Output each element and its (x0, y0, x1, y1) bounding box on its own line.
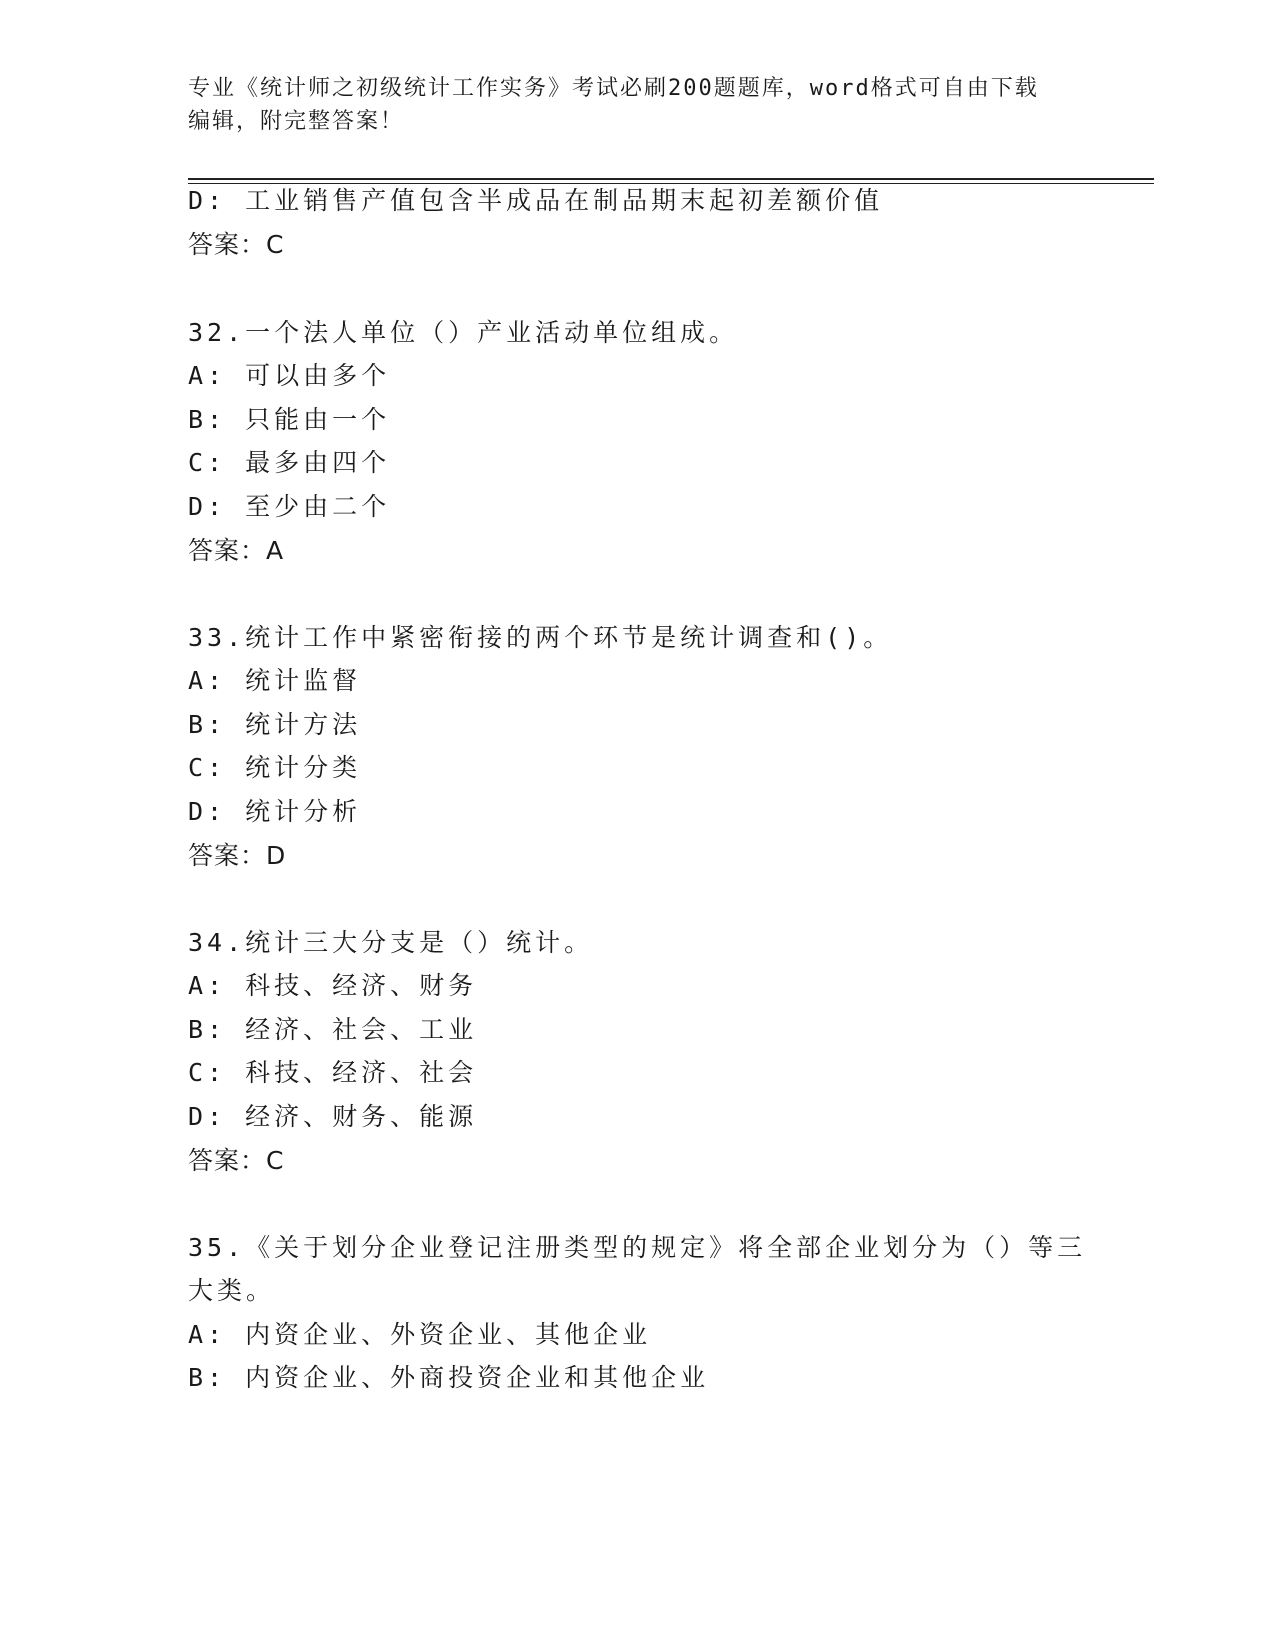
question-34-option-d: D: 经济、财务、能源 (188, 1102, 478, 1131)
question-33-answer: 答案：D (188, 841, 287, 870)
header-title-line-1: 专业《统计师之初级统计工作实务》考试必刷200题题库，word格式可自由下载 (188, 76, 1039, 101)
question-34-option-b: B: 经济、社会、工业 (188, 1015, 478, 1044)
question-33-option-b: B: 统计方法 (188, 710, 362, 739)
header-title-line-2: 编辑，附完整答案！ (188, 109, 405, 134)
question-32-option-a: A: 可以由多个 (188, 361, 391, 390)
question-32-option-d: D: 至少由二个 (188, 492, 391, 521)
question-34-answer: 答案：C (188, 1146, 285, 1175)
prev-question-option-d: D: 工业销售产值包含半成品在制品期末起初差额价值 (188, 186, 884, 215)
question-32-option-c: C: 最多由四个 (188, 448, 391, 477)
question-32-option-b: B: 只能由一个 (188, 405, 391, 434)
question-34-option-a: A: 科技、经济、财务 (188, 971, 478, 1000)
question-33-stem: 33.统计工作中紧密衔接的两个环节是统计调查和()。 (188, 623, 893, 652)
question-35-option-a: A: 内资企业、外资企业、其他企业 (188, 1320, 652, 1349)
header-divider-thick (188, 178, 1154, 180)
question-32-stem: 32.一个法人单位（）产业活动单位组成。 (188, 318, 739, 347)
question-35-stem-line-2: 大类。 (188, 1276, 276, 1305)
prev-question-answer: 答案：C (188, 230, 285, 259)
question-34-stem: 34.统计三大分支是（）统计。 (188, 928, 594, 957)
question-35-stem-line-1: 35.《关于划分企业登记注册类型的规定》将全部企业划分为（）等三 (188, 1233, 1087, 1262)
page-header (188, 72, 1088, 138)
question-35-option-b: B: 内资企业、外商投资企业和其他企业 (188, 1363, 710, 1392)
question-33-option-d: D: 统计分析 (188, 797, 362, 826)
question-33-option-c: C: 统计分类 (188, 753, 362, 782)
question-33-option-a: A: 统计监督 (188, 666, 362, 695)
question-32-answer: 答案：A (188, 536, 285, 565)
question-34-option-c: C: 科技、经济、社会 (188, 1058, 478, 1087)
